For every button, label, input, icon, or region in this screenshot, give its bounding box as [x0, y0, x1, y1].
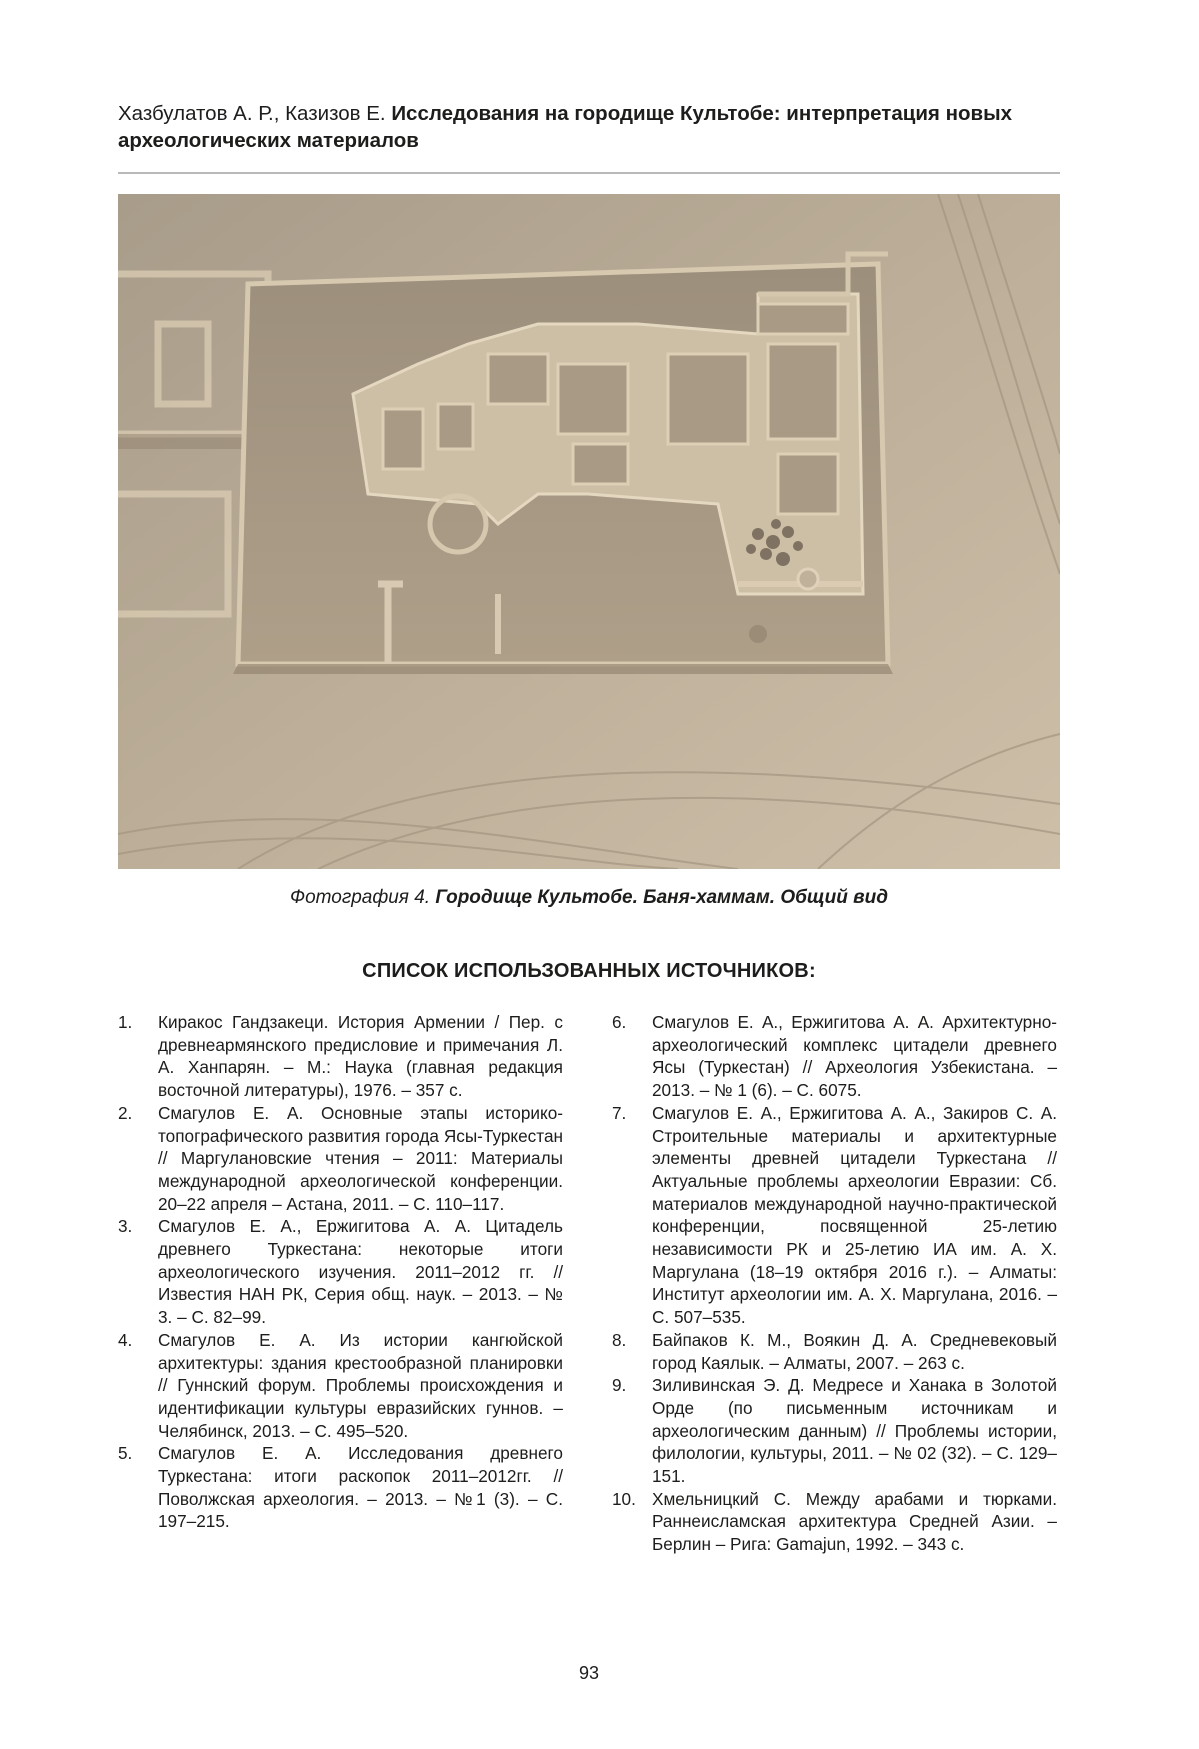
reference-item: [118, 1102, 563, 1216]
references-column-left: [118, 1011, 563, 1533]
caption-prefix: Фотография 4.: [290, 887, 431, 908]
reference-number: 1.: [118, 1012, 133, 1032]
reference-text: Байпаков К. М., Воякин Д. А. Средневековый город Каялык. – Алматы, 2007. – 263 с.: [652, 1329, 1057, 1373]
reference-text: Смагулов Е. А. Основные этапы историко-топографического развития города Ясы-Туркестан // Маргулановские чтения – 2011: Материалы международной археологической конференции. 20–22 апреля – Астана, 2011. – С. 110–117.: [158, 1102, 563, 1214]
header-title: Исследования на городище Культобе: интерпретация новых археологических материалов: [118, 102, 1013, 152]
reference-text: Смагулов Е. А., Ержигитова А. А., Закиров С. А. Строительные материалы и архитектурные элементы древней цитадели Туркестана // Актуальные проблемы археологии Евразии: Сб. материалов международной научно-практической конференции, посвященной 25-летию независимости РК и 25-летию ИА им. А. Х. Маргулана (18–19 октября 2016 г.). – Алматы: Институт археологии им. А. Х. Маргулана, 2016. – С. 507–535.: [652, 1102, 1057, 1328]
reference-item: [118, 1215, 563, 1329]
reference-number: 10.: [612, 1488, 636, 1509]
reference-text: Смагулов Е. А., Ержигитова А. А. Цитадель древнего Туркестана: некоторые итоги археологического изучения. 2011–2012 гг. // Известия НАН РК, Серия общ. наук. – 2013. – № 3. – С. 82–99.: [158, 1216, 563, 1328]
reference-number: 6.: [612, 1012, 627, 1032]
reference-text: Хмельницкий С. Между арабами и тюрками. Раннеисламская архитектура Средней Азии. – Берлин – Рига: Gamajun, 1992. – 343 с.: [652, 1488, 1057, 1555]
reference-item: [118, 1329, 563, 1443]
reference-item: [612, 1011, 1057, 1102]
reference-text: Зиливинская Э. Д. Медресе и Ханака в Золотой Орде (по письменным источникам и археологическим данным) // Проблемы истории, филологии, культуры, 2011. – № 02 (32). – С. 129–151.: [652, 1375, 1057, 1487]
aerial-photo: [118, 194, 1060, 869]
reference-item: [118, 1442, 563, 1533]
reference-number: 4.: [118, 1329, 133, 1350]
caption-title: Городище Культобе. Баня-хаммам. Общий вид: [435, 887, 888, 908]
reference-number: 2.: [118, 1102, 133, 1123]
references-column-right: [612, 1011, 1057, 1556]
reference-item: [612, 1102, 1057, 1329]
reference-text: Смагулов Е. А. Исследования древнего Туркестана: итоги раскопок 2011–2012гг. // Поволжская археология. – 2013. – №1 (3). – С. 197–215.: [158, 1443, 563, 1532]
figure-caption: [118, 886, 1060, 910]
page-number: 93: [578, 1663, 600, 1683]
reference-item: [612, 1329, 1057, 1374]
reference-number: 7.: [612, 1102, 627, 1123]
reference-number: 3.: [118, 1216, 133, 1237]
header-authors: Хазбулатов А. Р., Казизов Е.: [118, 102, 386, 125]
reference-number: 5.: [118, 1443, 133, 1464]
reference-number: 9.: [612, 1375, 627, 1396]
running-header: [118, 100, 1060, 154]
header-divider: [118, 172, 1060, 174]
reference-item: [612, 1374, 1057, 1488]
reference-number: 8.: [612, 1329, 627, 1350]
excavation-photo-illustration: [118, 194, 1060, 869]
reference-item: [118, 1011, 563, 1102]
reference-item: [612, 1488, 1057, 1556]
references-heading: СПИСОК ИСПОЛЬЗОВАННЫХ ИСТОЧНИКОВ:: [362, 960, 816, 982]
reference-text: Смагулов Е. А. Из истории кангюйской архитектуры: здания крестообразной планировки // Гуннский форум. Проблемы происхождения и идентификации культуры евразийских гуннов. – Челябинск, 2013. – С. 495–520.: [158, 1329, 563, 1441]
reference-text: Смагулов Е. А., Ержигитова А. А. Архитектурно-археологический комплекс цитадели древнего Ясы (Туркестан) // Археология Узбекистана. – 2013. – № 1 (6). – С. 6075.: [652, 1012, 1057, 1101]
reference-text: Киракос Гандзакеци. История Армении / Пер. с древнеармянского предисловие и примечания Л. А. Ханпарян. – М.: Наука (главная редакция восточной литературы), 1976. – 357 с.: [158, 1012, 563, 1101]
